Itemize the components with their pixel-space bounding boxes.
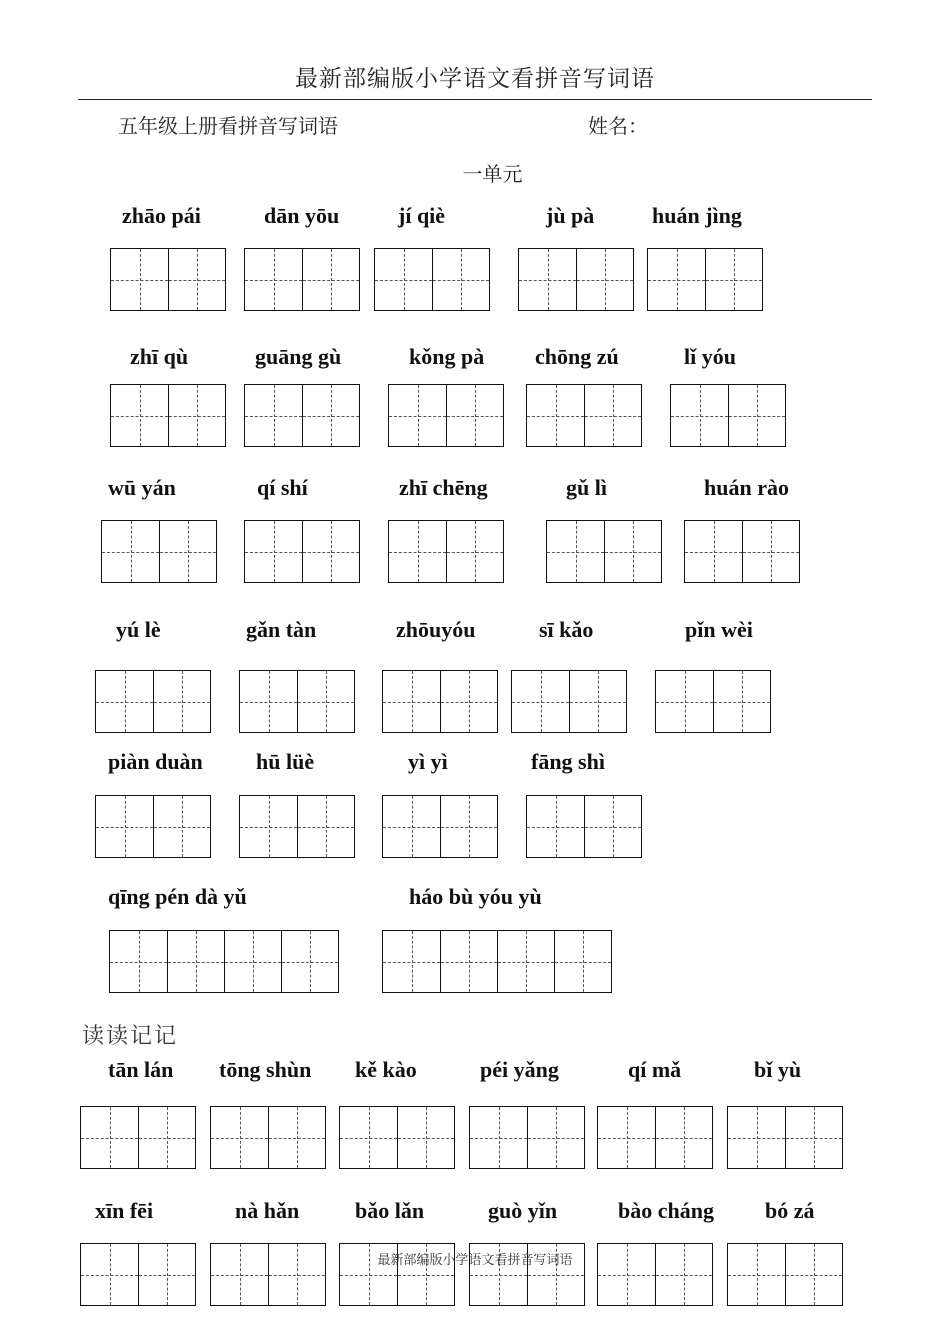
tianzige-cell[interactable] [102, 521, 159, 582]
pinyin-label: bǐ yù [754, 1057, 802, 1082]
header-divider [78, 99, 872, 100]
tianzige-cell[interactable] [240, 671, 297, 732]
tianzige-cell[interactable] [742, 521, 799, 582]
character-writing-grid[interactable] [647, 248, 763, 311]
name-label: 姓名： [588, 114, 648, 138]
tianzige-cell[interactable] [569, 671, 626, 732]
tianzige-cell[interactable] [446, 521, 503, 582]
tianzige-cell[interactable] [81, 1107, 138, 1168]
pinyin-label: gǔ lì [566, 475, 607, 500]
pinyin-label: tān lán [108, 1057, 174, 1082]
tianzige-cell[interactable] [302, 521, 359, 582]
tianzige-cell[interactable] [297, 671, 354, 732]
character-writing-grid[interactable] [382, 795, 498, 858]
tianzige-cell[interactable] [110, 931, 167, 992]
character-writing-grid[interactable] [244, 384, 360, 447]
tianzige-cell[interactable] [383, 671, 440, 732]
tianzige-cell[interactable] [153, 671, 210, 732]
pinyin-label: jí qiè [398, 203, 446, 228]
page-header-title: 最新部编版小学语文看拼音写词语 [295, 66, 655, 92]
tianzige-cell[interactable] [713, 671, 770, 732]
tianzige-cell[interactable] [440, 931, 497, 992]
unit-title: 一单元 [462, 162, 523, 186]
pinyin-label: kǒng pà [409, 344, 485, 369]
pinyin-label: qí mǎ [628, 1057, 682, 1082]
pinyin-label: qīng pén dà yǔ [108, 884, 247, 909]
tianzige-cell[interactable] [281, 931, 338, 992]
pinyin-label: bào cháng [618, 1198, 714, 1223]
character-writing-grid[interactable] [80, 1106, 196, 1169]
tianzige-cell[interactable] [375, 249, 432, 310]
tianzige-cell[interactable] [111, 249, 168, 310]
pinyin-label: pǐn wèi [685, 617, 753, 642]
character-writing-grid[interactable] [244, 520, 360, 583]
pinyin-label: zhī qù [130, 344, 189, 369]
pinyin-label: bǎo lǎn [355, 1198, 425, 1223]
pinyin-label: chōng zú [535, 344, 619, 369]
tianzige-cell[interactable] [211, 1107, 268, 1168]
pinyin-label: fāng shì [531, 749, 605, 774]
tianzige-cell[interactable] [547, 521, 604, 582]
character-writing-grid[interactable] [597, 1106, 713, 1169]
pinyin-label: guāng gù [255, 344, 342, 369]
tianzige-cell[interactable] [302, 249, 359, 310]
character-writing-grid[interactable] [244, 248, 360, 311]
tianzige-cell[interactable] [240, 796, 297, 857]
tianzige-cell[interactable] [440, 796, 497, 857]
pinyin-label: dān yōu [264, 203, 340, 228]
pinyin-label: kě kào [355, 1057, 417, 1082]
tianzige-cell[interactable] [604, 521, 661, 582]
pinyin-label: zhī chēng [399, 475, 488, 500]
character-writing-grid[interactable] [727, 1106, 843, 1169]
worksheet-subtitle: 五年级上册看拼音写词语 [118, 114, 338, 138]
tianzige-cell[interactable] [519, 249, 576, 310]
character-writing-grid[interactable] [382, 930, 612, 993]
tianzige-cell[interactable] [685, 521, 742, 582]
character-writing-grid[interactable] [382, 670, 498, 733]
pinyin-label: háo bù yóu yù [409, 884, 542, 909]
pinyin-label: gǎn tàn [246, 617, 317, 642]
tianzige-cell[interactable] [432, 249, 489, 310]
tianzige-cell[interactable] [671, 385, 728, 446]
tianzige-cell[interactable] [554, 931, 611, 992]
tianzige-cell[interactable] [168, 385, 225, 446]
tianzige-cell[interactable] [153, 796, 210, 857]
character-writing-grid[interactable] [655, 670, 771, 733]
tianzige-cell[interactable] [527, 1107, 584, 1168]
tianzige-cell[interactable] [440, 671, 497, 732]
tianzige-cell[interactable] [111, 385, 168, 446]
tianzige-cell[interactable] [527, 385, 584, 446]
tianzige-cell[interactable] [168, 249, 225, 310]
character-writing-grid[interactable] [546, 520, 662, 583]
tianzige-cell[interactable] [656, 671, 713, 732]
tianzige-cell[interactable] [728, 1107, 785, 1168]
character-writing-grid[interactable] [374, 248, 490, 311]
section-title-review: 读读记记 [82, 1024, 179, 1049]
tianzige-cell[interactable] [245, 249, 302, 310]
tianzige-cell[interactable] [96, 671, 153, 732]
pinyin-label: lǐ yóu [684, 344, 736, 369]
character-writing-grid[interactable] [388, 384, 504, 447]
character-writing-grid[interactable] [670, 384, 786, 447]
tianzige-cell[interactable] [159, 521, 216, 582]
pinyin-label: zhāo pái [122, 203, 201, 228]
character-writing-grid[interactable] [388, 520, 504, 583]
pinyin-label: wū yán [108, 475, 176, 500]
pinyin-label: huán jìng [652, 203, 742, 228]
tianzige-cell[interactable] [245, 385, 302, 446]
character-writing-grid[interactable] [511, 670, 627, 733]
character-writing-grid[interactable] [339, 1106, 455, 1169]
character-writing-grid[interactable] [239, 670, 355, 733]
character-writing-grid[interactable] [518, 248, 634, 311]
tianzige-cell[interactable] [512, 671, 569, 732]
pinyin-label: qí shí [257, 475, 308, 500]
tianzige-cell[interactable] [268, 1107, 325, 1168]
pinyin-label: yú lè [116, 617, 161, 642]
pinyin-label: yì yì [408, 749, 448, 774]
character-writing-grid[interactable] [101, 520, 217, 583]
character-writing-grid[interactable] [469, 1106, 585, 1169]
tianzige-cell[interactable] [584, 796, 641, 857]
tianzige-cell[interactable] [470, 1107, 527, 1168]
tianzige-cell[interactable] [598, 1107, 655, 1168]
character-writing-grid[interactable] [95, 795, 211, 858]
pinyin-label: zhōuyóu [396, 617, 476, 642]
tianzige-cell[interactable] [389, 385, 446, 446]
tianzige-cell[interactable] [383, 931, 440, 992]
tianzige-cell[interactable] [705, 249, 762, 310]
tianzige-cell[interactable] [527, 796, 584, 857]
pinyin-label: nà hǎn [235, 1198, 300, 1223]
character-writing-grid[interactable] [110, 248, 226, 311]
tianzige-cell[interactable] [446, 385, 503, 446]
tianzige-cell[interactable] [576, 249, 633, 310]
tianzige-cell[interactable] [297, 796, 354, 857]
tianzige-cell[interactable] [497, 931, 554, 992]
pinyin-label: tōng shùn [219, 1057, 312, 1082]
pinyin-label: hū lüè [256, 749, 315, 774]
pinyin-label: jù pà [546, 203, 595, 228]
character-writing-grid[interactable] [210, 1106, 326, 1169]
tianzige-cell[interactable] [389, 521, 446, 582]
tianzige-cell[interactable] [302, 385, 359, 446]
tianzige-cell[interactable] [383, 796, 440, 857]
tianzige-cell[interactable] [96, 796, 153, 857]
pinyin-label: sī kǎo [539, 617, 594, 642]
tianzige-cell[interactable] [340, 1107, 397, 1168]
pinyin-label: péi yǎng [480, 1057, 559, 1082]
tianzige-cell[interactable] [785, 1107, 842, 1168]
pinyin-label: piàn duàn [108, 749, 203, 774]
tianzige-cell[interactable] [245, 521, 302, 582]
tianzige-cell[interactable] [584, 385, 641, 446]
tianzige-cell[interactable] [167, 931, 224, 992]
tianzige-cell[interactable] [224, 931, 281, 992]
tianzige-cell[interactable] [397, 1107, 454, 1168]
character-writing-grid[interactable] [526, 795, 642, 858]
tianzige-cell[interactable] [648, 249, 705, 310]
character-writing-grid[interactable] [95, 670, 211, 733]
character-writing-grid[interactable] [239, 795, 355, 858]
page-footer: 最新部编版小学语文看拼音写词语 [377, 1253, 573, 1268]
character-writing-grid[interactable] [110, 384, 226, 447]
pinyin-label: bó zá [765, 1198, 815, 1223]
character-writing-grid[interactable] [526, 384, 642, 447]
character-writing-grid[interactable] [684, 520, 800, 583]
tianzige-cell[interactable] [655, 1107, 712, 1168]
character-writing-grid[interactable] [109, 930, 339, 993]
tianzige-cell[interactable] [728, 385, 785, 446]
pinyin-label: guò yǐn [488, 1198, 558, 1223]
tianzige-cell[interactable] [138, 1107, 195, 1168]
pinyin-label: xīn fēi [95, 1198, 154, 1223]
pinyin-label: huán rào [704, 475, 789, 500]
